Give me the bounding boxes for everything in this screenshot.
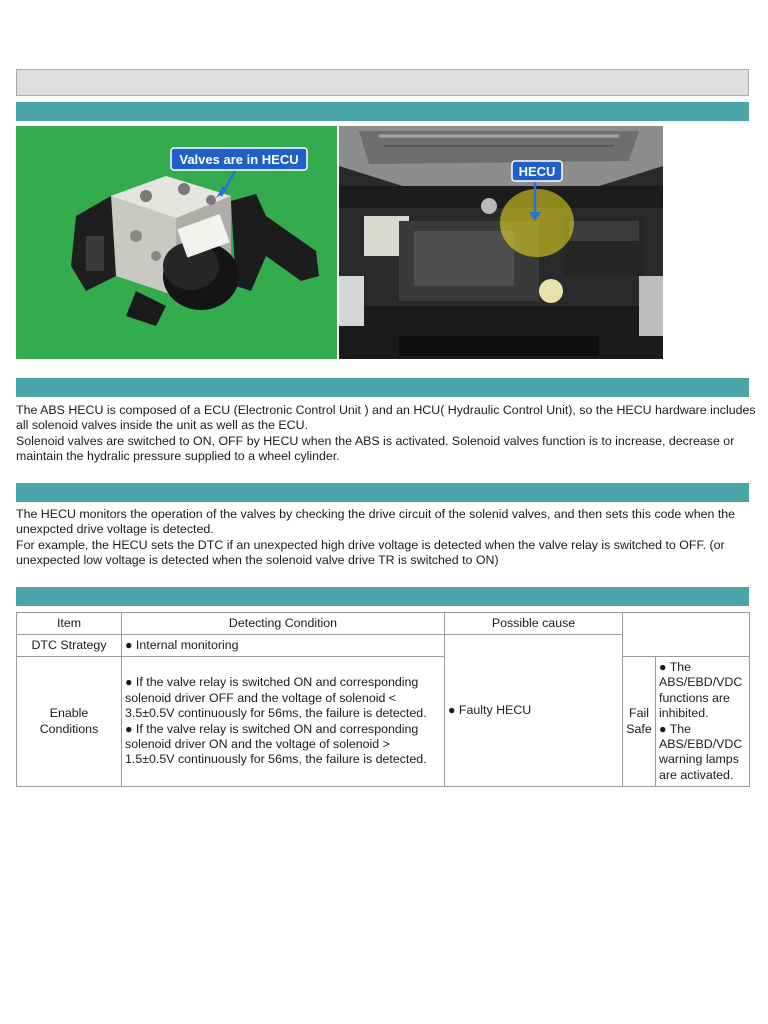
dtc-description-paragraph-2: For example, the HECU sets the DTC if an unexpected high drive voltage is detected when the valve relay is switched to OFF. (or unexpected low voltage is detected when the solenoid valve drive TR is switched to ON) — [16, 537, 725, 568]
description-text — [16, 403, 756, 465]
right-photo-callout: HECU — [518, 164, 556, 179]
section-header-location — [16, 102, 749, 121]
header-empty-cell — [623, 613, 750, 657]
enable-condition-2: ● If the valve relay is switched ON and corresponding solenoid driver ON and the voltage of solenoid > 1.5±0.5V continuously for 56ms, the failure is detected. — [125, 721, 427, 767]
left-photo-callout: Valves are in HECU — [179, 152, 299, 167]
engine-bay-photo — [339, 126, 663, 359]
header-item: Item — [17, 613, 122, 635]
header-detecting-condition: Detecting Condition — [122, 613, 445, 635]
section-header-detecting-condition — [16, 587, 749, 606]
enable-condition-1: ● If the valve relay is switched ON and corresponding solenoid driver OFF and the voltage of solenoid < 3.5±0.5V continuously for 56ms, the failure is detected. — [125, 675, 427, 721]
table-header-row — [17, 613, 750, 635]
dtc-description-paragraph-1: The HECU monitors the operation of the valves by checking the drive circuit of the solenid valves, and then sets this code when the unexpcted drive voltage is detected. — [16, 507, 736, 537]
fail-safe-value — [656, 657, 750, 787]
page-title-bar — [16, 69, 749, 96]
fail-safe-item-1: ● The ABS/EBD/VDC functions are inhibited. — [659, 659, 743, 721]
description-paragraph-2: Solenoid valves are switched to ON, OFF by HECU when the ABS is activated. Solenoid valves function is to increase, decrease or maintain the hydralic pressure supplied to a wheel cylinder. — [16, 433, 735, 464]
dtc-description-text — [16, 507, 756, 569]
hecu-unit-photo — [16, 126, 337, 359]
table-row-enable-conditions — [17, 657, 750, 787]
enable-conditions-value — [122, 657, 445, 787]
header-possible-cause: Possible cause — [445, 613, 623, 635]
fail-safe-label: Fail Safe — [623, 657, 656, 787]
section-header-description — [16, 378, 749, 397]
dtc-strategy-value: ● Internal monitoring — [122, 635, 445, 657]
fail-safe-item-2: ● The ABS/EBD/VDC warning lamps are activated. — [659, 721, 743, 782]
detecting-condition-table — [16, 612, 750, 787]
description-paragraph-1: The ABS HECU is composed of a ECU (Electronic Control Unit ) and an HCU( Hydraulic Control Unit), so the HECU hardware includes all solenoid valves inside the unit as well as the ECU. — [16, 403, 756, 433]
dtc-strategy-label: DTC Strategy — [17, 635, 122, 657]
enable-conditions-label: Enable Conditions — [17, 657, 122, 787]
possible-cause-value: ● Faulty HECU — [445, 635, 623, 787]
section-header-dtc-description — [16, 483, 749, 502]
